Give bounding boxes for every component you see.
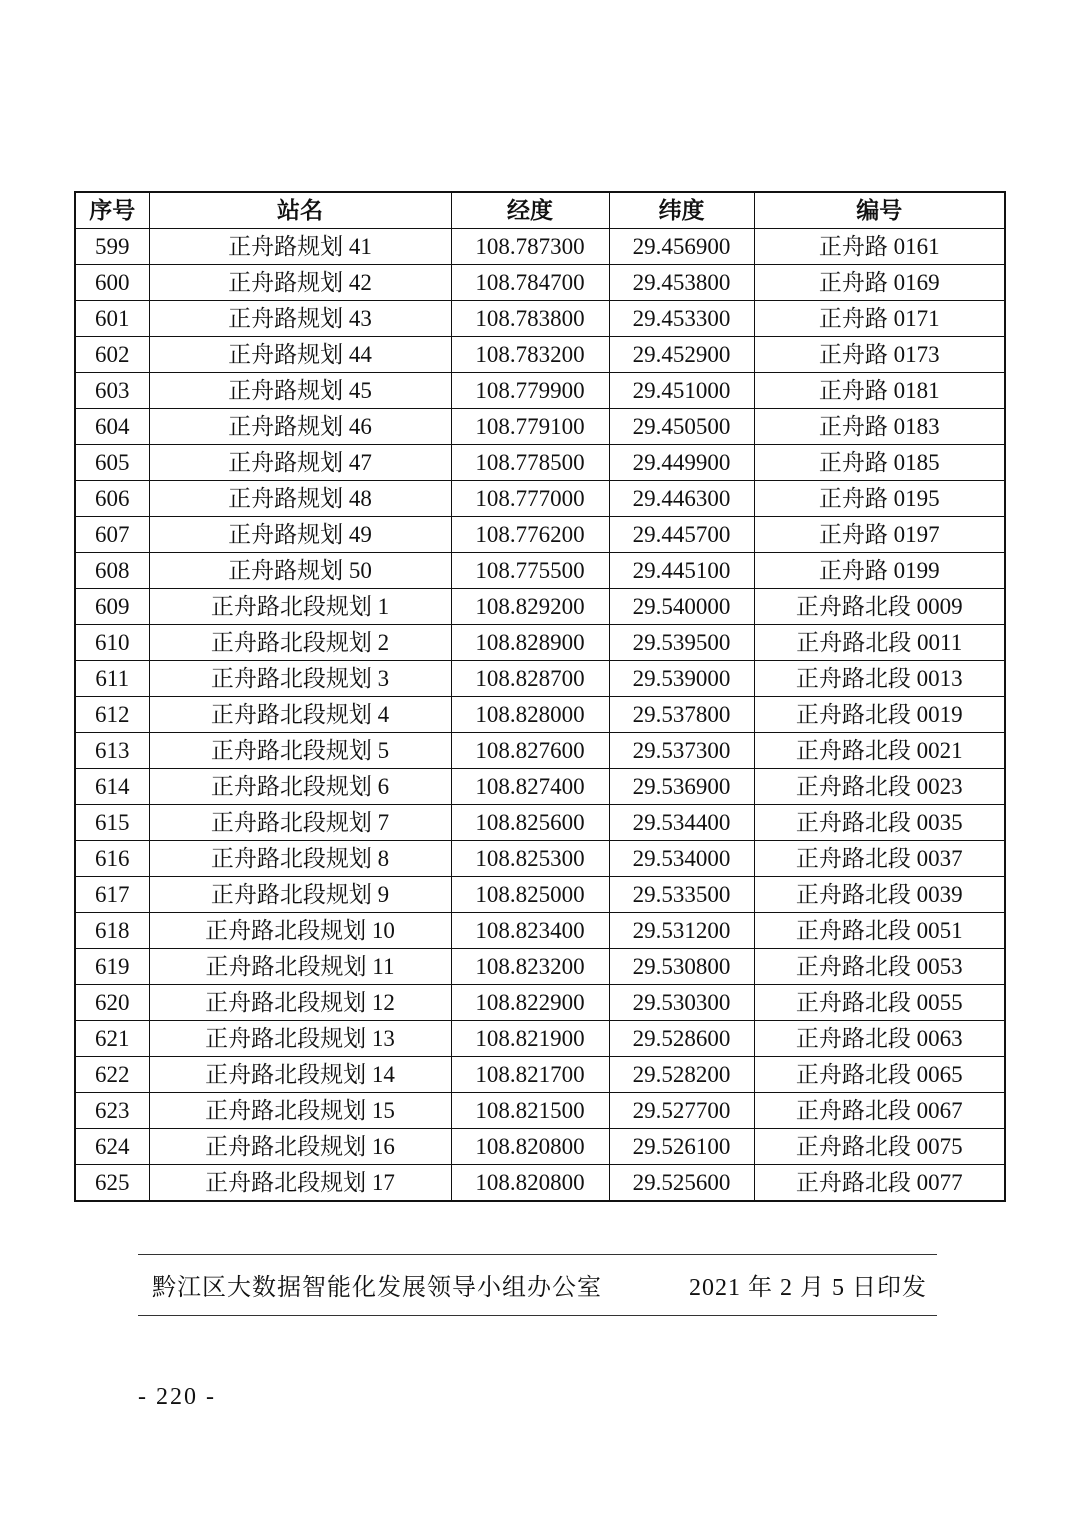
cell-station-name: 正舟路北段规划 2 <box>149 625 451 661</box>
table-row <box>75 949 1005 985</box>
header-latitude: 纬度 <box>609 192 754 229</box>
cell-index: 617 <box>75 877 149 913</box>
page-number: - 220 - <box>138 1384 216 1410</box>
cell-station-name: 正舟路北段规划 14 <box>149 1057 451 1093</box>
cell-station-name: 正舟路规划 42 <box>149 265 451 301</box>
cell-index: 624 <box>75 1129 149 1165</box>
cell-longitude: 108.825300 <box>451 841 609 877</box>
cell-longitude: 108.820800 <box>451 1129 609 1165</box>
cell-longitude: 108.787300 <box>451 229 609 265</box>
table-row <box>75 733 1005 769</box>
cell-longitude: 108.821500 <box>451 1093 609 1129</box>
cell-index: 625 <box>75 1165 149 1202</box>
cell-station-name: 正舟路北段规划 17 <box>149 1165 451 1202</box>
cell-latitude: 29.539500 <box>609 625 754 661</box>
cell-longitude: 108.828700 <box>451 661 609 697</box>
table-row <box>75 805 1005 841</box>
cell-code: 正舟路北段 0065 <box>754 1057 1005 1093</box>
cell-code: 正舟路北段 0009 <box>754 589 1005 625</box>
table-row <box>75 697 1005 733</box>
header-index: 序号 <box>75 192 149 229</box>
cell-longitude: 108.828900 <box>451 625 609 661</box>
cell-index: 603 <box>75 373 149 409</box>
cell-station-name: 正舟路规划 48 <box>149 481 451 517</box>
cell-index: 619 <box>75 949 149 985</box>
cell-latitude: 29.453300 <box>609 301 754 337</box>
cell-index: 607 <box>75 517 149 553</box>
cell-longitude: 108.825600 <box>451 805 609 841</box>
cell-latitude: 29.445100 <box>609 553 754 589</box>
cell-longitude: 108.828000 <box>451 697 609 733</box>
cell-station-name: 正舟路北段规划 7 <box>149 805 451 841</box>
table-row <box>75 985 1005 1021</box>
cell-latitude: 29.451000 <box>609 373 754 409</box>
cell-latitude: 29.445700 <box>609 517 754 553</box>
cell-station-name: 正舟路北段规划 8 <box>149 841 451 877</box>
station-table <box>74 191 1006 1202</box>
table-row <box>75 409 1005 445</box>
cell-index: 623 <box>75 1093 149 1129</box>
cell-longitude: 108.827600 <box>451 733 609 769</box>
cell-station-name: 正舟路规划 43 <box>149 301 451 337</box>
table-row <box>75 1129 1005 1165</box>
cell-station-name: 正舟路北段规划 9 <box>149 877 451 913</box>
cell-code: 正舟路 0181 <box>754 373 1005 409</box>
cell-latitude: 29.528200 <box>609 1057 754 1093</box>
table-header <box>75 192 1005 229</box>
cell-latitude: 29.452900 <box>609 337 754 373</box>
cell-code: 正舟路北段 0037 <box>754 841 1005 877</box>
cell-index: 620 <box>75 985 149 1021</box>
footer-top-rule <box>138 1254 937 1255</box>
cell-code: 正舟路北段 0023 <box>754 769 1005 805</box>
cell-longitude: 108.783800 <box>451 301 609 337</box>
table-row <box>75 589 1005 625</box>
cell-code: 正舟路北段 0011 <box>754 625 1005 661</box>
cell-station-name: 正舟路北段规划 3 <box>149 661 451 697</box>
cell-code: 正舟路北段 0075 <box>754 1129 1005 1165</box>
cell-index: 604 <box>75 409 149 445</box>
header-code: 编号 <box>754 192 1005 229</box>
cell-index: 602 <box>75 337 149 373</box>
cell-longitude: 108.821900 <box>451 1021 609 1057</box>
cell-station-name: 正舟路北段规划 16 <box>149 1129 451 1165</box>
cell-code: 正舟路北段 0067 <box>754 1093 1005 1129</box>
footer-bottom-rule <box>138 1315 937 1316</box>
cell-station-name: 正舟路北段规划 5 <box>149 733 451 769</box>
header-row <box>75 192 1005 229</box>
cell-longitude: 108.821700 <box>451 1057 609 1093</box>
cell-station-name: 正舟路北段规划 11 <box>149 949 451 985</box>
cell-latitude: 29.531200 <box>609 913 754 949</box>
cell-longitude: 108.825000 <box>451 877 609 913</box>
table-row <box>75 1093 1005 1129</box>
cell-index: 609 <box>75 589 149 625</box>
issuer-text: 黔江区大数据智能化发展领导小组办公室 <box>152 1275 602 1301</box>
table-body <box>75 229 1005 1202</box>
cell-latitude: 29.540000 <box>609 589 754 625</box>
cell-latitude: 29.525600 <box>609 1165 754 1202</box>
cell-index: 612 <box>75 697 149 733</box>
table-row <box>75 1057 1005 1093</box>
cell-station-name: 正舟路北段规划 13 <box>149 1021 451 1057</box>
cell-index: 606 <box>75 481 149 517</box>
issue-date: 2021 年 2 月 5 日印发 <box>689 1275 927 1301</box>
table-row <box>75 553 1005 589</box>
cell-index: 599 <box>75 229 149 265</box>
cell-code: 正舟路北段 0019 <box>754 697 1005 733</box>
cell-latitude: 29.450500 <box>609 409 754 445</box>
cell-latitude: 29.446300 <box>609 481 754 517</box>
cell-index: 614 <box>75 769 149 805</box>
cell-latitude: 29.533500 <box>609 877 754 913</box>
cell-index: 615 <box>75 805 149 841</box>
cell-index: 618 <box>75 913 149 949</box>
cell-code: 正舟路 0161 <box>754 229 1005 265</box>
cell-longitude: 108.779100 <box>451 409 609 445</box>
cell-index: 608 <box>75 553 149 589</box>
cell-station-name: 正舟路北段规划 1 <box>149 589 451 625</box>
table-row <box>75 445 1005 481</box>
cell-station-name: 正舟路北段规划 4 <box>149 697 451 733</box>
cell-index: 613 <box>75 733 149 769</box>
cell-code: 正舟路北段 0053 <box>754 949 1005 985</box>
cell-index: 616 <box>75 841 149 877</box>
cell-latitude: 29.528600 <box>609 1021 754 1057</box>
table-row <box>75 301 1005 337</box>
cell-code: 正舟路北段 0013 <box>754 661 1005 697</box>
cell-station-name: 正舟路规划 44 <box>149 337 451 373</box>
table-row <box>75 625 1005 661</box>
cell-code: 正舟路 0195 <box>754 481 1005 517</box>
cell-longitude: 108.783200 <box>451 337 609 373</box>
table-row <box>75 841 1005 877</box>
cell-latitude: 29.527700 <box>609 1093 754 1129</box>
cell-station-name: 正舟路北段规划 15 <box>149 1093 451 1129</box>
cell-code: 正舟路北段 0035 <box>754 805 1005 841</box>
cell-index: 610 <box>75 625 149 661</box>
cell-longitude: 108.829200 <box>451 589 609 625</box>
cell-longitude: 108.823400 <box>451 913 609 949</box>
cell-longitude: 108.777000 <box>451 481 609 517</box>
cell-station-name: 正舟路规划 45 <box>149 373 451 409</box>
cell-latitude: 29.456900 <box>609 229 754 265</box>
cell-latitude: 29.526100 <box>609 1129 754 1165</box>
table-row <box>75 1021 1005 1057</box>
cell-latitude: 29.534400 <box>609 805 754 841</box>
cell-longitude: 108.822900 <box>451 985 609 1021</box>
cell-station-name: 正舟路规划 41 <box>149 229 451 265</box>
cell-index: 622 <box>75 1057 149 1093</box>
table-row <box>75 769 1005 805</box>
cell-index: 605 <box>75 445 149 481</box>
header-station-name: 站名 <box>149 192 451 229</box>
cell-station-name: 正舟路北段规划 12 <box>149 985 451 1021</box>
cell-latitude: 29.537800 <box>609 697 754 733</box>
cell-latitude: 29.534000 <box>609 841 754 877</box>
table-row <box>75 1165 1005 1202</box>
cell-longitude: 108.776200 <box>451 517 609 553</box>
cell-latitude: 29.530800 <box>609 949 754 985</box>
cell-code: 正舟路北段 0063 <box>754 1021 1005 1057</box>
table-row <box>75 661 1005 697</box>
table-row <box>75 229 1005 265</box>
cell-longitude: 108.823200 <box>451 949 609 985</box>
table-row <box>75 265 1005 301</box>
cell-code: 正舟路 0197 <box>754 517 1005 553</box>
cell-station-name: 正舟路北段规划 6 <box>149 769 451 805</box>
cell-code: 正舟路北段 0077 <box>754 1165 1005 1202</box>
cell-index: 621 <box>75 1021 149 1057</box>
cell-index: 611 <box>75 661 149 697</box>
cell-latitude: 29.530300 <box>609 985 754 1021</box>
cell-longitude: 108.784700 <box>451 265 609 301</box>
cell-station-name: 正舟路规划 49 <box>149 517 451 553</box>
cell-longitude: 108.827400 <box>451 769 609 805</box>
cell-index: 600 <box>75 265 149 301</box>
cell-code: 正舟路 0185 <box>754 445 1005 481</box>
table-row <box>75 481 1005 517</box>
cell-code: 正舟路北段 0055 <box>754 985 1005 1021</box>
cell-code: 正舟路 0183 <box>754 409 1005 445</box>
header-longitude: 经度 <box>451 192 609 229</box>
cell-station-name: 正舟路规划 50 <box>149 553 451 589</box>
cell-latitude: 29.453800 <box>609 265 754 301</box>
cell-code: 正舟路北段 0021 <box>754 733 1005 769</box>
cell-code: 正舟路 0171 <box>754 301 1005 337</box>
table-row <box>75 877 1005 913</box>
cell-index: 601 <box>75 301 149 337</box>
cell-code: 正舟路 0169 <box>754 265 1005 301</box>
cell-latitude: 29.537300 <box>609 733 754 769</box>
table-row <box>75 373 1005 409</box>
cell-longitude: 108.820800 <box>451 1165 609 1202</box>
table-row <box>75 913 1005 949</box>
cell-station-name: 正舟路北段规划 10 <box>149 913 451 949</box>
cell-station-name: 正舟路规划 46 <box>149 409 451 445</box>
cell-code: 正舟路北段 0039 <box>754 877 1005 913</box>
cell-code: 正舟路北段 0051 <box>754 913 1005 949</box>
table-row <box>75 337 1005 373</box>
table-row <box>75 517 1005 553</box>
cell-code: 正舟路 0173 <box>754 337 1005 373</box>
cell-latitude: 29.536900 <box>609 769 754 805</box>
cell-latitude: 29.539000 <box>609 661 754 697</box>
cell-station-name: 正舟路规划 47 <box>149 445 451 481</box>
cell-latitude: 29.449900 <box>609 445 754 481</box>
cell-code: 正舟路 0199 <box>754 553 1005 589</box>
cell-longitude: 108.779900 <box>451 373 609 409</box>
cell-longitude: 108.778500 <box>451 445 609 481</box>
cell-longitude: 108.775500 <box>451 553 609 589</box>
